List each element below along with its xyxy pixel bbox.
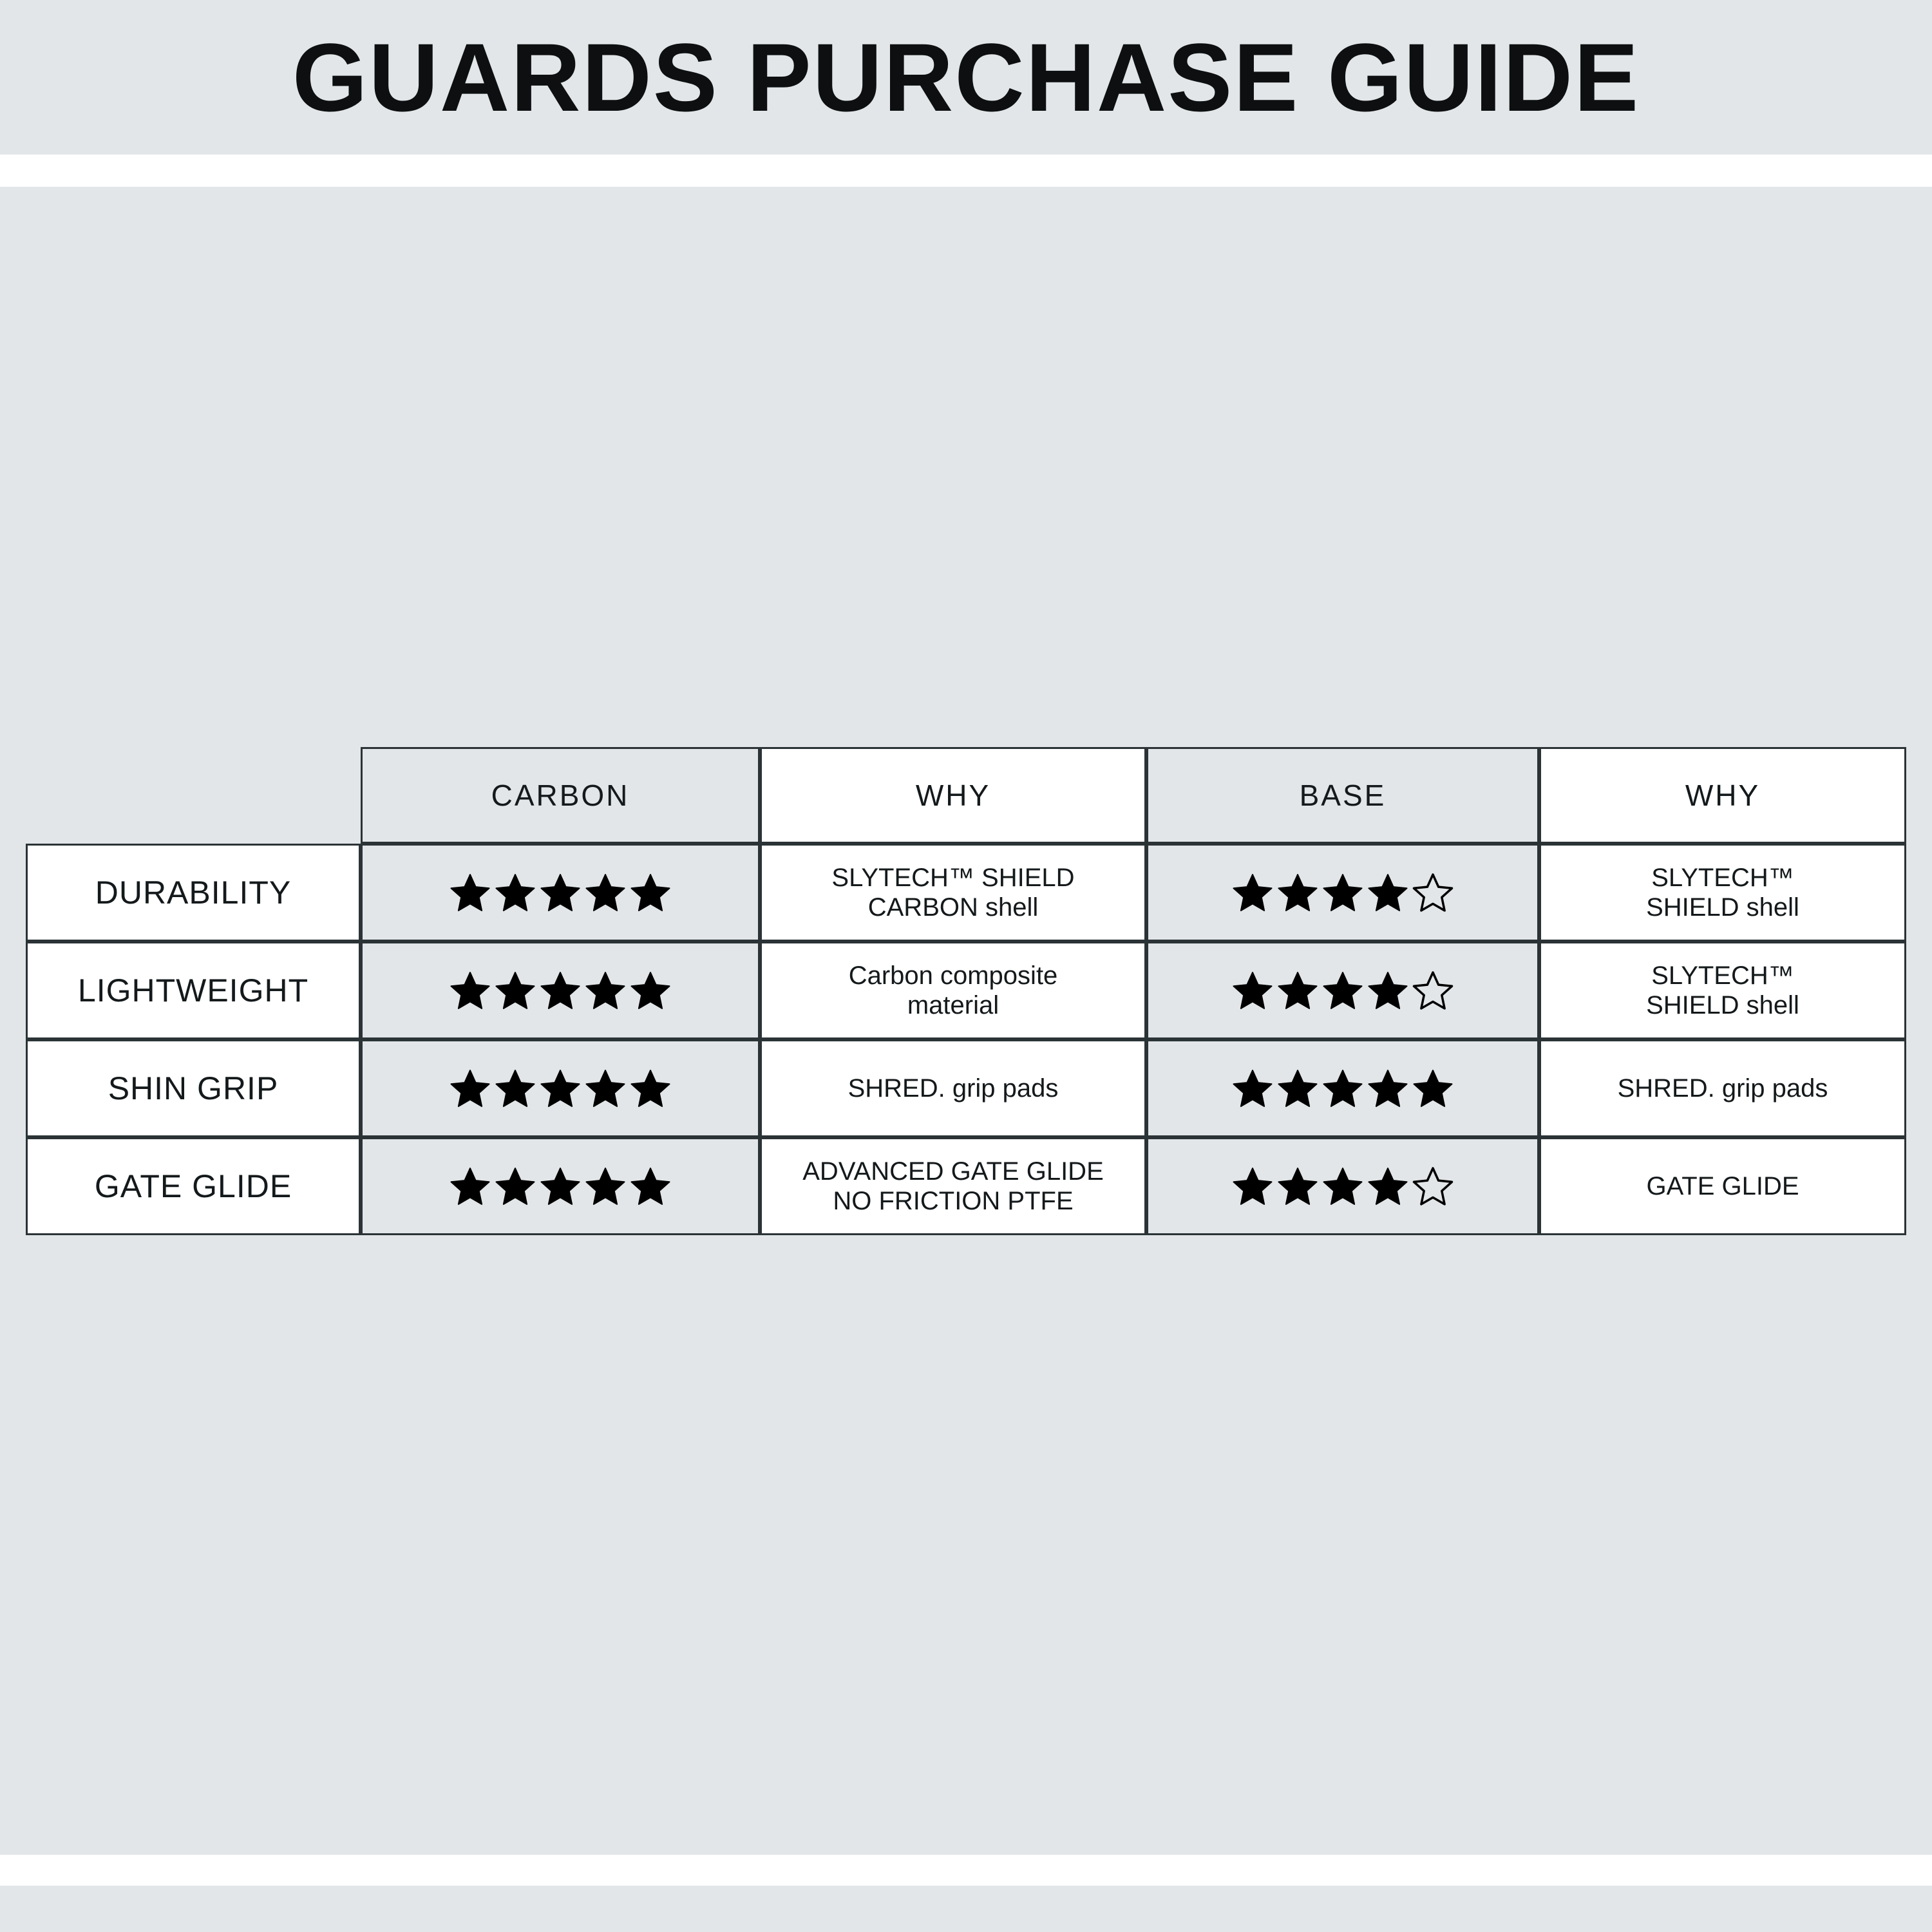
carbon-rating-durability xyxy=(361,844,760,942)
header-cell-why-carbon: WHY xyxy=(760,747,1146,844)
base-why-durability xyxy=(1539,844,1906,942)
star-filled-icon xyxy=(1276,969,1320,1012)
why-line-2: material xyxy=(907,991,999,1019)
carbon-why-lightweight xyxy=(760,942,1146,1039)
header-cell-blank xyxy=(26,747,361,844)
star-filled-icon xyxy=(538,1067,582,1110)
star-filled-icon xyxy=(493,1165,537,1208)
guards-comparison-table xyxy=(26,747,1906,1235)
why-line-1: GATE GLIDE xyxy=(1646,1172,1799,1200)
carbon-why-durability xyxy=(760,844,1146,942)
white-divider-band-top xyxy=(0,155,1932,187)
star-filled-icon xyxy=(583,1067,627,1110)
carbon-why-shin-grip xyxy=(760,1039,1146,1137)
star-filled-icon xyxy=(1366,1165,1410,1208)
base-why-shin-grip xyxy=(1539,1039,1906,1137)
base-why-lightweight xyxy=(1539,942,1906,1039)
star-filled-icon xyxy=(1276,1165,1320,1208)
star-filled-icon xyxy=(1276,1067,1320,1110)
row-label-lightweight: LIGHTWEIGHT xyxy=(26,942,361,1039)
star-filled-icon xyxy=(538,871,582,914)
star-filled-icon xyxy=(583,871,627,914)
star-filled-icon xyxy=(493,1067,537,1110)
carbon-why-gate-glide xyxy=(760,1137,1146,1235)
star-rating xyxy=(1230,871,1455,914)
star-rating xyxy=(448,969,673,1012)
star-filled-icon xyxy=(1321,871,1365,914)
base-rating-durability xyxy=(1146,844,1539,942)
bottom-background-band xyxy=(0,1886,1932,1932)
star-filled-icon xyxy=(629,871,672,914)
star-filled-icon xyxy=(1276,871,1320,914)
table-row xyxy=(26,1137,1906,1235)
star-filled-icon xyxy=(583,969,627,1012)
star-filled-icon xyxy=(538,969,582,1012)
carbon-rating-shin-grip xyxy=(361,1039,760,1137)
star-filled-icon xyxy=(448,1165,492,1208)
star-filled-icon xyxy=(629,969,672,1012)
star-filled-icon xyxy=(493,969,537,1012)
white-divider-band-bottom xyxy=(0,1855,1932,1886)
star-filled-icon xyxy=(1321,1067,1365,1110)
star-filled-icon xyxy=(1231,969,1274,1012)
carbon-rating-lightweight xyxy=(361,942,760,1039)
star-filled-icon xyxy=(1321,969,1365,1012)
star-rating xyxy=(448,871,673,914)
why-line-1: SHRED. grip pads xyxy=(848,1074,1059,1103)
base-rating-shin-grip xyxy=(1146,1039,1539,1137)
header-cell-base: BASE xyxy=(1146,747,1539,844)
star-filled-icon xyxy=(538,1165,582,1208)
star-filled-icon xyxy=(448,969,492,1012)
header-cell-carbon: CARBON xyxy=(361,747,760,844)
star-filled-icon xyxy=(1231,1067,1274,1110)
why-line-2: SHIELD shell xyxy=(1646,893,1799,922)
star-rating xyxy=(1230,1067,1455,1110)
row-label-durability: DURABILITY xyxy=(26,844,361,942)
guide-table-container xyxy=(26,747,1906,1235)
why-line-1: SLYTECH™ xyxy=(1651,961,1794,990)
table-row xyxy=(26,942,1906,1039)
table-body xyxy=(26,844,1906,1235)
base-why-gate-glide xyxy=(1539,1137,1906,1235)
star-filled-icon xyxy=(493,871,537,914)
why-line-2: SHIELD shell xyxy=(1646,991,1799,1019)
row-label-gate-glide: GATE GLIDE xyxy=(26,1137,361,1235)
star-filled-icon xyxy=(1411,1067,1455,1110)
header-cell-why-base: WHY xyxy=(1539,747,1906,844)
why-line-1: SLYTECH™ SHIELD xyxy=(831,864,1075,892)
star-filled-icon xyxy=(629,1165,672,1208)
star-rating xyxy=(448,1067,673,1110)
table-row xyxy=(26,844,1906,942)
star-filled-icon xyxy=(1366,1067,1410,1110)
star-rating xyxy=(1230,969,1455,1012)
why-line-1: SLYTECH™ xyxy=(1651,864,1794,892)
table-row xyxy=(26,1039,1906,1137)
star-filled-icon xyxy=(1366,871,1410,914)
star-filled-icon xyxy=(629,1067,672,1110)
star-filled-icon xyxy=(583,1165,627,1208)
why-line-2: CARBON shell xyxy=(867,893,1039,922)
why-line-2: NO FRICTION PTFE xyxy=(833,1187,1074,1215)
carbon-rating-gate-glide xyxy=(361,1137,760,1235)
star-empty-icon xyxy=(1411,1165,1455,1208)
star-rating xyxy=(1230,1165,1455,1208)
star-filled-icon xyxy=(1321,1165,1365,1208)
star-filled-icon xyxy=(1366,969,1410,1012)
page-title: GUARDS PURCHASE GUIDE xyxy=(292,23,1640,131)
why-line-1: ADVANCED GATE GLIDE xyxy=(802,1157,1104,1186)
base-rating-lightweight xyxy=(1146,942,1539,1039)
star-filled-icon xyxy=(1231,871,1274,914)
star-filled-icon xyxy=(1231,1165,1274,1208)
star-filled-icon xyxy=(448,1067,492,1110)
row-label-shin-grip: SHIN GRIP xyxy=(26,1039,361,1137)
star-empty-icon xyxy=(1411,969,1455,1012)
star-rating xyxy=(448,1165,673,1208)
table-header-row xyxy=(26,747,1906,844)
base-rating-gate-glide xyxy=(1146,1137,1539,1235)
star-filled-icon xyxy=(448,871,492,914)
why-line-1: SHRED. grip pads xyxy=(1617,1074,1828,1103)
star-empty-icon xyxy=(1411,871,1455,914)
why-line-1: Carbon composite xyxy=(848,961,1058,990)
